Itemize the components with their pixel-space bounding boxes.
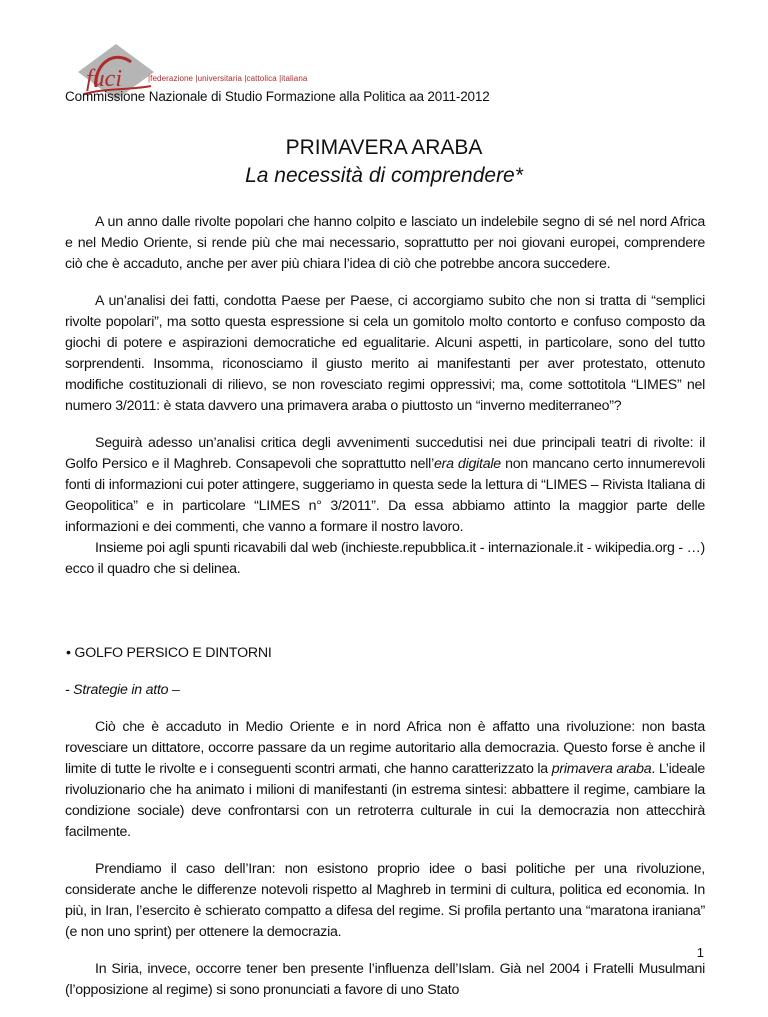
paragraph: Prendiamo il caso dell’Iran: non esistono proprio idee o basi politiche per una rivoluzione, considerate anche le differenze notevoli rispetto al Maghreb in termini di cultura, politica ed economia. In più, in Iran, l’esercito è schierato compatto a difesa del regime. Si profila pertanto una “maratona iraniana” (e non uno sprint) per ottenere la democrazia. — [65, 861, 705, 940]
document-body — [65, 212, 705, 1017]
svg-text:fuci: fuci — [86, 66, 122, 92]
paragraph: A un anno dalle rivolte popolari che hanno colpito e lasciato un indelebile segno di sé nel nord Africa e nel Medio Oriente, si rende più che mai necessario, soprattutto per noi giovani europei, comprendere ciò che è accaduto, anche per aver più chiara l’idea di ciò che potrebbe ancora succedere. — [65, 214, 705, 272]
paragraph: Seguirà adesso un’analisi critica degli avvenimenti succedutisi nei due principali teatri di rivolte: il Golfo Persico e il Maghreb. Consapevoli che soprattutto nell’era digitale non mancano certo innumerevoli fonti di informazioni cui poter attingere, suggeriamo in questa sede la lettura di “LIMES – Rivista Italiana di Geopolitica” e in particolare “LIMES n° 3/2011”. Da essa abbiamo attinto la maggior parte delle informazioni e dei commenti, che vanno a formare il nostro lavoro. — [65, 435, 705, 535]
document-header: Commissione Nazionale di Studio Formazione alla Politica aa 2011-2012 — [65, 89, 490, 104]
document-subtitle: La necessità di comprendere* — [245, 164, 523, 187]
paragraph: In Siria, invece, occorre tener ben presente l’influenza dell’Islam. Già nel 2004 i Fratelli Musulmani (l’opposizione al regime) si sono pronunciati a favore di uno Stato — [65, 961, 705, 998]
page-number: 1 — [696, 945, 704, 960]
section-heading: • GOLFO PERSICO E DINTORNI — [66, 645, 272, 661]
paragraph: Ciò che è accaduto in Medio Oriente e in nord Africa non è affatto una rivoluzione: non basta rovesciare un dittatore, occorre passare da un regime autoritario alla democrazia. Questo forse è anche il limite di tutte le rivolte e i conseguenti scontri armati, che hanno caratterizzato la primavera araba. L’ideale rivoluzionario che ha animato i milioni di manifestanti (in estrema sintesi: abbattere il regime, cambiare la condizione sociale) deve confrontarsi con un retroterra culturale in cui la democrazia non attecchirà facilmente. — [65, 719, 705, 840]
paragraph: A un’analisi dei fatti, condotta Paese per Paese, ci accorgiamo subito che non si tratta di “semplici rivolte popolari”, ma sotto questa espressione si cela un gomitolo molto contorto e confuso composto da giochi di potere e aspirazioni democratiche ed egualitarie. Alcuni aspetti, in particolare, sono del tutto sorprendenti. Insomma, riconosciamo il giusto merito ai manifestanti per aver protestato, ottenuto modifiche costituzionali di rilievo, se non rovesciato regimi oppressivi; ma, come sottotitola “LIMES” nel numero 3/2011: è stata davvero una primavera araba o piuttosto un “inverno mediterraneo”? — [65, 293, 705, 414]
logo-tagline: |federazione |universitaria |cattolica |italiana — [148, 74, 308, 83]
paragraph: Insieme poi agli spunti ricavabili dal web (inchieste.repubblica.it - internazionale.it - wikipedia.org - …) ecco il quadro che si delinea. — [65, 540, 705, 577]
section-subheading: - Strategie in atto – — [65, 682, 180, 698]
document-title: PRIMAVERA ARABA — [285, 136, 483, 159]
